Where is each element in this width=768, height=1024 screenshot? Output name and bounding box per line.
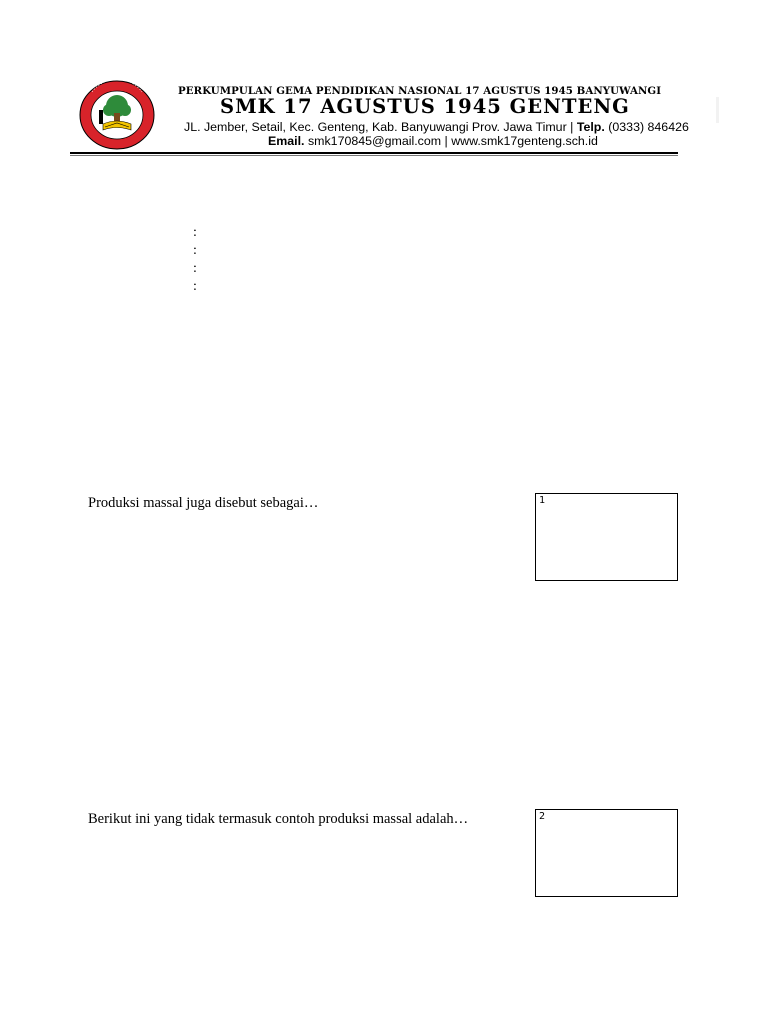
answer-box-1[interactable] xyxy=(535,493,678,581)
organization-name: PERKUMPULAN GEMA PENDIDIKAN NASIONAL 17 AGUSTUS 1945 BANYUWANGI xyxy=(178,85,662,97)
question-2: Berikut ini yang tidak termasuk contoh produksi massal adalah… xyxy=(88,811,469,827)
website: | www.smk17genteng.sch.id xyxy=(444,134,598,148)
answer-box-2[interactable] xyxy=(535,809,678,897)
field-colon: : xyxy=(193,243,197,258)
email-label: Email. xyxy=(268,134,305,148)
scan-mark xyxy=(716,97,719,123)
school-address xyxy=(184,120,689,134)
field-colon: : xyxy=(193,261,197,276)
answer-box-number: 1 xyxy=(539,495,546,506)
field-colon: : xyxy=(193,279,197,294)
phone-number: (0333) 846426 xyxy=(608,120,689,134)
header-divider xyxy=(70,152,678,154)
answer-box-number: 2 xyxy=(539,811,546,822)
school-contact xyxy=(268,134,668,148)
header-divider-thin xyxy=(70,155,678,156)
phone-label: Telp. xyxy=(576,120,605,134)
question-1: Produksi massal juga disebut sebagai… xyxy=(88,495,319,511)
school-name: SMK 17 AGUSTUS 1945 GENTENG xyxy=(220,95,630,118)
school-logo xyxy=(78,80,156,150)
email-address: smk170845@gmail.com xyxy=(307,134,442,148)
address-text: JL. Jember, Setail, Kec. Genteng, Kab. Banyuwangi Prov. Jawa Timur | xyxy=(184,120,574,134)
field-colon: : xyxy=(193,225,197,240)
